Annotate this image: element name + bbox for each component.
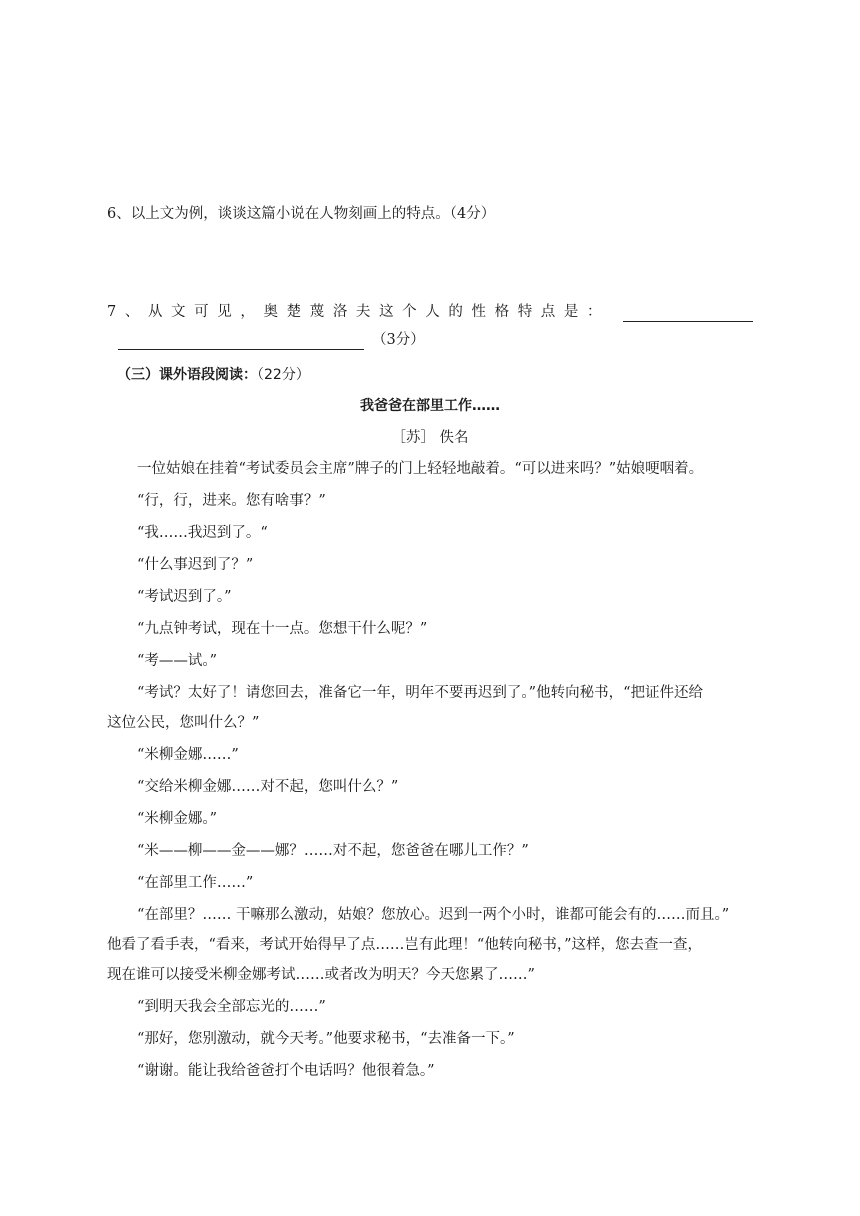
story-paragraph: “九点钟考试，现在十一点。您想干什么呢？” — [137, 621, 428, 637]
story-paragraph: “行，行，进来。您有啥事？” — [137, 493, 326, 509]
question-7-points: （3分） — [372, 332, 425, 348]
question-7-continued — [118, 330, 425, 350]
story-paragraph: “考试？太好了！请您回去，准备它一年，明年不要再迟到了。”他转向秘书，“把证件还给 — [137, 685, 703, 701]
question-6: 6、以上文为例，谈谈这篇小说在人物刻画上的特点。（4分） — [107, 206, 496, 222]
story-paragraph: “在部里？…… 干嘛那么激动，姑娘？您放心。迟到一两个小时，谁都可能会有的……而且。” — [137, 907, 730, 923]
question-7 — [107, 302, 753, 322]
answer-blank[interactable] — [118, 335, 364, 350]
question-7-text: 7 、 从 文 可 见 ， 奥 楚 蔑 洛 夫 这 个 人 的 性 格 特 点 是 ： — [107, 304, 604, 320]
story-paragraph: “谢谢。能让我给爸爸打个电话吗？他很着急。” — [137, 1063, 435, 1079]
story-author: ［苏］ 佚名 — [391, 430, 469, 446]
story-title: 我爸爸在部里工作…… — [360, 398, 500, 414]
story-paragraph: 一位姑娘在挂着“考试委员会主席”牌子的门上轻轻地敲着。“可以进来吗？”姑娘哽咽着。 — [137, 461, 704, 477]
story-paragraph: “在部里工作……” — [137, 875, 254, 891]
story-paragraph: “米——柳——金——娜？……对不起，您爸爸在哪儿工作？” — [137, 843, 529, 859]
story-paragraph: “交给米柳金娜……对不起，您叫什么？” — [137, 779, 399, 795]
story-paragraph-continued: 他看了看手表，“看来，考试开始得早了点……岂有此理！“他转向秘书，”这样，您去查一查， — [107, 937, 702, 953]
story-paragraph: “考试迟到了。” — [137, 589, 232, 605]
story-paragraph: “什么事迟到了？” — [137, 557, 254, 573]
section-label: （三）课外语段阅读： — [117, 367, 257, 383]
story-paragraph-continued: 现在谁可以接受米柳金娜考试……或者改为明天？今天您累了……” — [107, 967, 535, 983]
section-heading — [117, 365, 310, 385]
section-points: （22分） — [257, 367, 310, 383]
answer-blank[interactable] — [623, 307, 753, 322]
story-paragraph: “我……我迟到了。“ — [137, 525, 268, 541]
story-paragraph-continued: 这位公民，您叫什么？” — [107, 715, 260, 731]
story-paragraph: “米柳金娜。” — [137, 811, 218, 827]
story-paragraph: “到明天我会全部忘光的……” — [137, 999, 326, 1015]
story-paragraph: “那好，您别激动，就今天考。”他要求秘书，“去准备一下。” — [137, 1031, 515, 1047]
story-paragraph: “米柳金娜……” — [137, 747, 239, 763]
story-paragraph: “考——试。” — [137, 653, 218, 669]
